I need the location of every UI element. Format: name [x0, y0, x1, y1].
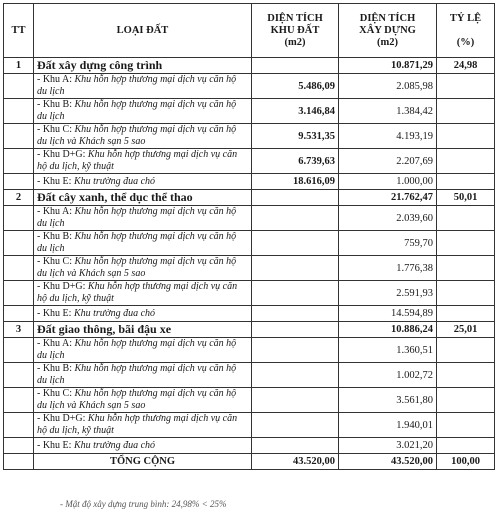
item-tt-empty: [4, 99, 34, 124]
total-ratio: 100,00: [437, 454, 495, 470]
item-ratio-empty: [437, 124, 495, 149]
section-xd-total: 21.762,47: [339, 190, 437, 206]
item-dt-xay-dung: 1.002,72: [339, 363, 437, 388]
item-dt-khu-dat: [252, 363, 339, 388]
item-row: [4, 306, 495, 322]
item-ratio-empty: [437, 74, 495, 99]
item-dt-khu-dat: [252, 256, 339, 281]
item-dt-khu-dat: 9.531,35: [252, 124, 339, 149]
item-dt-xay-dung: 2.039,60: [339, 206, 437, 231]
item-description: - Khu E: Khu trường đua chó: [34, 174, 252, 190]
item-dt-khu-dat: 3.146,84: [252, 99, 339, 124]
item-tt-empty: [4, 206, 34, 231]
item-tt-empty: [4, 413, 34, 438]
item-dt-khu-dat: [252, 438, 339, 454]
item-description: - Khu B: Khu hỗn hợp thương mại dịch vụ căn hộ du lịch: [34, 231, 252, 256]
item-dt-xay-dung: 2.085,98: [339, 74, 437, 99]
item-dt-khu-dat: [252, 231, 339, 256]
item-ratio-empty: [437, 149, 495, 174]
section-title: Đất giao thông, bãi đậu xe: [34, 322, 252, 338]
item-description: - Khu B: Khu hỗn hợp thương mại dịch vụ căn hộ du lịch: [34, 363, 252, 388]
item-ratio-empty: [437, 99, 495, 124]
item-description: - Khu A: Khu hỗn hợp thương mại dịch vụ căn hộ du lịch: [34, 74, 252, 99]
item-tt-empty: [4, 388, 34, 413]
item-ratio-empty: [437, 231, 495, 256]
item-dt-xay-dung: 2.207,69: [339, 149, 437, 174]
section-kd-empty: [252, 58, 339, 74]
item-tt-empty: [4, 149, 34, 174]
total-tt-empty: [4, 454, 34, 470]
item-ratio-empty: [437, 338, 495, 363]
section-xd-total: 10.871,29: [339, 58, 437, 74]
section-kd-empty: [252, 322, 339, 338]
section-row: [4, 322, 495, 338]
section-tt: 1: [4, 58, 34, 74]
item-description: - Khu D+G: Khu hỗn hợp thương mại dịch vụ căn hộ du lịch, kỹ thuật: [34, 413, 252, 438]
section-kd-empty: [252, 190, 339, 206]
item-row: [4, 99, 495, 124]
item-description: - Khu A: Khu hỗn hợp thương mại dịch vụ căn hộ du lịch: [34, 206, 252, 231]
item-description: - Khu E: Khu trường đua chó: [34, 438, 252, 454]
item-tt-empty: [4, 124, 34, 149]
item-dt-khu-dat: 18.616,09: [252, 174, 339, 190]
item-dt-xay-dung: 3.021,20: [339, 438, 437, 454]
item-description: - Khu C: Khu hỗn hợp thương mại dịch vụ căn hộ du lịch và Khách sạn 5 sao: [34, 388, 252, 413]
item-tt-empty: [4, 338, 34, 363]
item-dt-khu-dat: [252, 338, 339, 363]
item-row: [4, 231, 495, 256]
item-dt-khu-dat: [252, 281, 339, 306]
item-row: [4, 149, 495, 174]
item-row: [4, 388, 495, 413]
item-description: - Khu D+G: Khu hỗn hợp thương mại dịch vụ căn hộ du lịch, kỹ thuật: [34, 149, 252, 174]
header-dt-khu-dat: DIỆN TÍCH KHU ĐẤT (m2): [252, 4, 339, 58]
item-dt-xay-dung: 3.561,80: [339, 388, 437, 413]
item-ratio-empty: [437, 206, 495, 231]
item-row: [4, 124, 495, 149]
item-tt-empty: [4, 438, 34, 454]
item-ratio-empty: [437, 363, 495, 388]
land-use-table: [3, 3, 495, 470]
item-row: [4, 281, 495, 306]
item-dt-khu-dat: 6.739,63: [252, 149, 339, 174]
item-dt-khu-dat: [252, 388, 339, 413]
item-tt-empty: [4, 306, 34, 322]
item-dt-xay-dung: 1.776,38: [339, 256, 437, 281]
item-dt-xay-dung: 2.591,93: [339, 281, 437, 306]
item-tt-empty: [4, 74, 34, 99]
item-ratio-empty: [437, 281, 495, 306]
item-description: - Khu C: Khu hỗn hợp thương mại dịch vụ căn hộ du lịch và Khách sạn 5 sao: [34, 124, 252, 149]
item-tt-empty: [4, 174, 34, 190]
item-row: [4, 256, 495, 281]
item-row: [4, 413, 495, 438]
item-description: - Khu D+G: Khu hỗn hợp thương mại dịch vụ căn hộ du lịch, kỹ thuật: [34, 281, 252, 306]
item-dt-xay-dung: 1.360,51: [339, 338, 437, 363]
item-ratio-empty: [437, 306, 495, 322]
item-tt-empty: [4, 281, 34, 306]
section-title: Đất cây xanh, thể dục thể thao: [34, 190, 252, 206]
item-tt-empty: [4, 231, 34, 256]
item-row: [4, 438, 495, 454]
item-row: [4, 74, 495, 99]
section-ratio: 50,01: [437, 190, 495, 206]
item-row: [4, 206, 495, 231]
total-xd: 43.520,00: [339, 454, 437, 470]
item-dt-khu-dat: [252, 413, 339, 438]
header-ty-le: TỶ LỆ (%): [437, 4, 495, 58]
section-ratio: 25,01: [437, 322, 495, 338]
item-description: - Khu E: Khu trường đua chó: [34, 306, 252, 322]
total-kd: 43.520,00: [252, 454, 339, 470]
item-ratio-empty: [437, 388, 495, 413]
item-description: - Khu C: Khu hỗn hợp thương mại dịch vụ căn hộ du lịch và Khách sạn 5 sao: [34, 256, 252, 281]
item-dt-khu-dat: [252, 306, 339, 322]
total-label: TỔNG CỘNG: [34, 454, 252, 470]
section-xd-total: 10.886,24: [339, 322, 437, 338]
section-row: [4, 190, 495, 206]
section-title: Đất xây dựng công trình: [34, 58, 252, 74]
item-dt-xay-dung: 4.193,19: [339, 124, 437, 149]
section-row: [4, 58, 495, 74]
item-dt-xay-dung: 1.384,42: [339, 99, 437, 124]
total-row: [4, 454, 495, 470]
item-dt-xay-dung: 14.594,89: [339, 306, 437, 322]
footnote: - Mật độ xây dựng trung bình: 24,98% < 25%: [60, 499, 227, 509]
item-dt-khu-dat: 5.486,09: [252, 74, 339, 99]
header-row: [4, 4, 495, 58]
item-description: - Khu B: Khu hỗn hợp thương mại dịch vụ căn hộ du lịch: [34, 99, 252, 124]
item-row: [4, 174, 495, 190]
item-description: - Khu A: Khu hỗn hợp thương mại dịch vụ căn hộ du lịch: [34, 338, 252, 363]
item-dt-xay-dung: 1.000,00: [339, 174, 437, 190]
item-dt-khu-dat: [252, 206, 339, 231]
section-tt: 3: [4, 322, 34, 338]
item-ratio-empty: [437, 256, 495, 281]
header-tt: TT: [4, 4, 34, 58]
item-ratio-empty: [437, 438, 495, 454]
item-tt-empty: [4, 363, 34, 388]
item-dt-xay-dung: 759,70: [339, 231, 437, 256]
header-loai-dat: LOẠI ĐẤT: [34, 4, 252, 58]
item-dt-xay-dung: 1.940,01: [339, 413, 437, 438]
section-tt: 2: [4, 190, 34, 206]
item-ratio-empty: [437, 413, 495, 438]
section-ratio: 24,98: [437, 58, 495, 74]
item-tt-empty: [4, 256, 34, 281]
item-row: [4, 363, 495, 388]
item-row: [4, 338, 495, 363]
header-dt-xay-dung: DIỆN TÍCH XÂY DỰNG (m2): [339, 4, 437, 58]
item-ratio-empty: [437, 174, 495, 190]
